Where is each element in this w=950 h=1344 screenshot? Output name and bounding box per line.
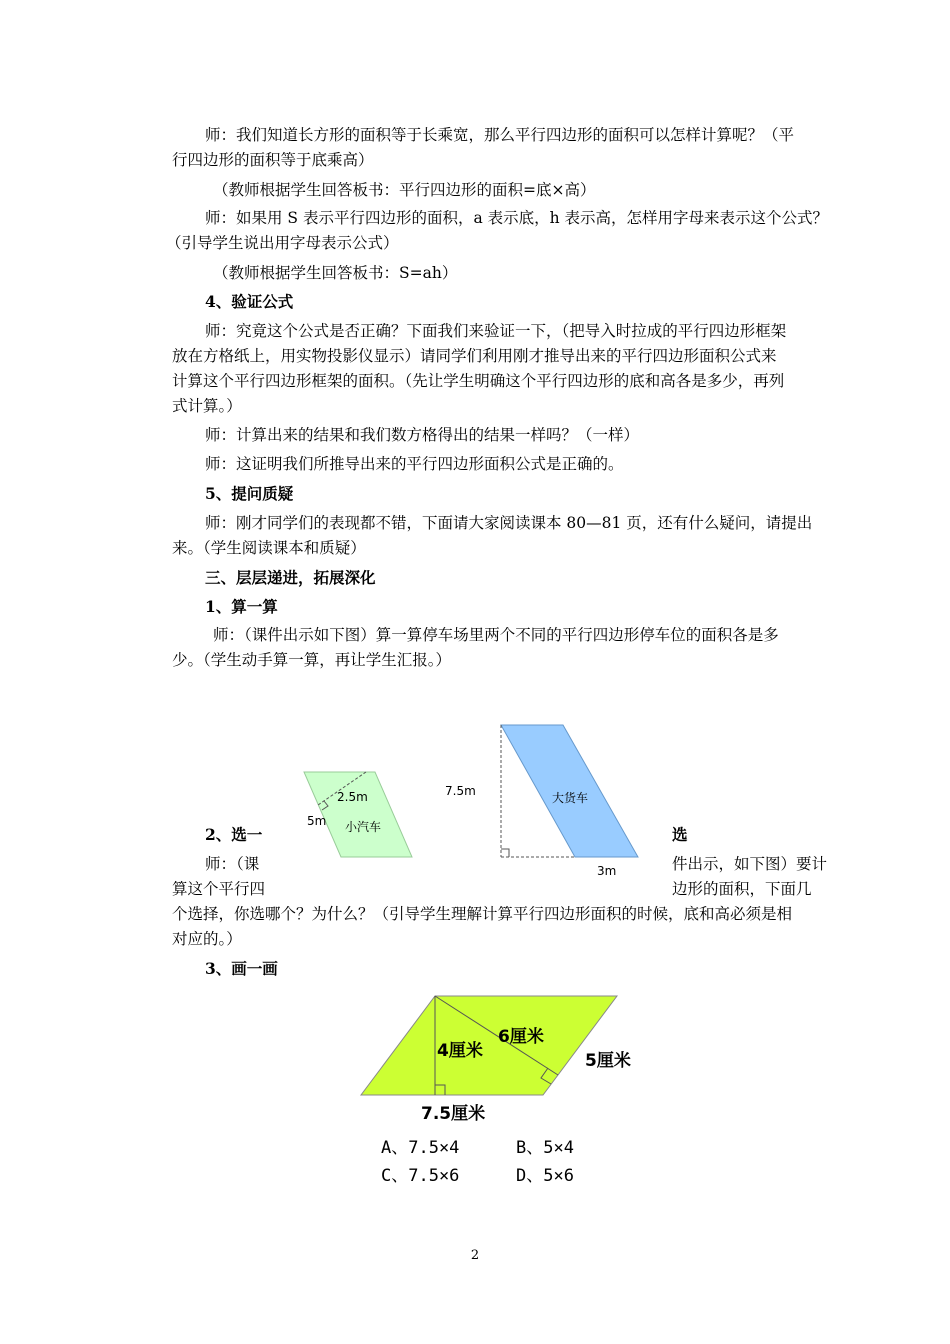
option-b: B、5×4 — [516, 1138, 574, 1158]
subsection-heading-part: 2、选一 — [205, 825, 263, 844]
paragraph-line: 师：刚才同学们的表现都不错，下面请大家阅读课本 80—81 页，还有什么疑问，请提出 — [205, 514, 813, 532]
option-a: A、7.5×4 — [381, 1138, 460, 1158]
paragraph-line: 师：这证明我们所推导出来的平行四边形面积公式是正确的。 — [205, 455, 624, 473]
paragraph-line: 式计算。） — [172, 397, 242, 415]
paragraph-line: （教师根据学生回答板书：S=ah） — [213, 264, 458, 282]
parallelogram-figure — [355, 990, 655, 1130]
paragraph-line: 师：究竟这个公式是否正确？下面我们来验证一下，（把导入时拉成的平行四边形框架 — [205, 322, 787, 340]
small-car-height-label: 2.5m — [337, 790, 368, 804]
height-label-2: 6厘米 — [498, 1027, 544, 1047]
option-d: D、5×6 — [516, 1166, 574, 1186]
small-car-side-label: 5m — [307, 814, 327, 828]
truck-base-label: 3m — [597, 864, 617, 878]
section-heading: 5、提问质疑 — [205, 484, 294, 503]
small-car-label: 小汽车 — [345, 820, 382, 834]
section-heading: 三、层层递进，拓展深化 — [205, 568, 376, 587]
base-label: 7.5厘米 — [421, 1104, 486, 1124]
paragraph-line: 师：（课件出示如下图）算一算停车场里两个不同的平行四边形停车位的面积各是多 — [213, 626, 779, 644]
paragraph-line: 师：我们知道长方形的面积等于长乘宽，那么平行四边形的面积可以怎样计算呢？（平 — [205, 126, 795, 144]
subsection-heading: 1、算一算 — [205, 597, 278, 616]
paragraph-line: 个选择，你选哪个？为什么？（引导学生理解计算平行四边形面积的时候，底和高必须是相 — [172, 905, 793, 923]
paragraph-line-part: 边形的面积，下面几 — [672, 880, 812, 898]
paragraph-line: （教师根据学生回答板书：平行四边形的面积=底×高） — [213, 181, 596, 199]
subsection-heading-part: 选 — [672, 825, 688, 844]
paragraph-line: 放在方格纸上，用实物投影仪显示）请同学们利用刚才推导出来的平行四边形面积公式来 — [172, 347, 777, 365]
paragraph-line-part: 算这个平行四 — [172, 880, 266, 898]
paragraph-line: 少。（学生动手算一算，再让学生汇报。） — [172, 651, 452, 669]
paragraph-line: （引导学生说出用字母表示公式） — [166, 234, 399, 252]
height-label: 4厘米 — [437, 1041, 483, 1061]
paragraph-line-part: 师：（课 — [205, 855, 260, 873]
option-c: C、7.5×6 — [381, 1166, 460, 1186]
section-heading: 4、验证公式 — [205, 292, 294, 311]
parallelogram-shape — [361, 996, 617, 1095]
truck-label: 大货车 — [552, 791, 589, 805]
paragraph-line: 行四边形的面积等于底乘高） — [172, 151, 374, 169]
paragraph-line: 来。（学生阅读课本和质疑） — [172, 539, 366, 557]
side-label: 5厘米 — [585, 1051, 631, 1071]
paragraph-line-part: 件出示，如下图）要计 — [672, 855, 828, 873]
parking-spaces-figure — [290, 715, 660, 885]
paragraph-line: 师：如果用 S 表示平行四边形的面积，a 表示底，h 表示高，怎样用字母来表示这个公式？ — [205, 209, 829, 227]
paragraph-line: 对应的。） — [172, 930, 242, 948]
subsection-heading: 3、画一画 — [205, 959, 278, 978]
paragraph-line: 计算这个平行四边形框架的面积。（先让学生明确这个平行四边形的底和高各是多少，再列 — [172, 372, 785, 390]
page-number: 2 — [470, 1248, 480, 1263]
right-angle-mark — [501, 849, 509, 857]
paragraph-line: 师：计算出来的结果和我们数方格得出的结果一样吗？（一样） — [205, 426, 640, 444]
truck-height-label: 7.5m — [445, 784, 476, 798]
